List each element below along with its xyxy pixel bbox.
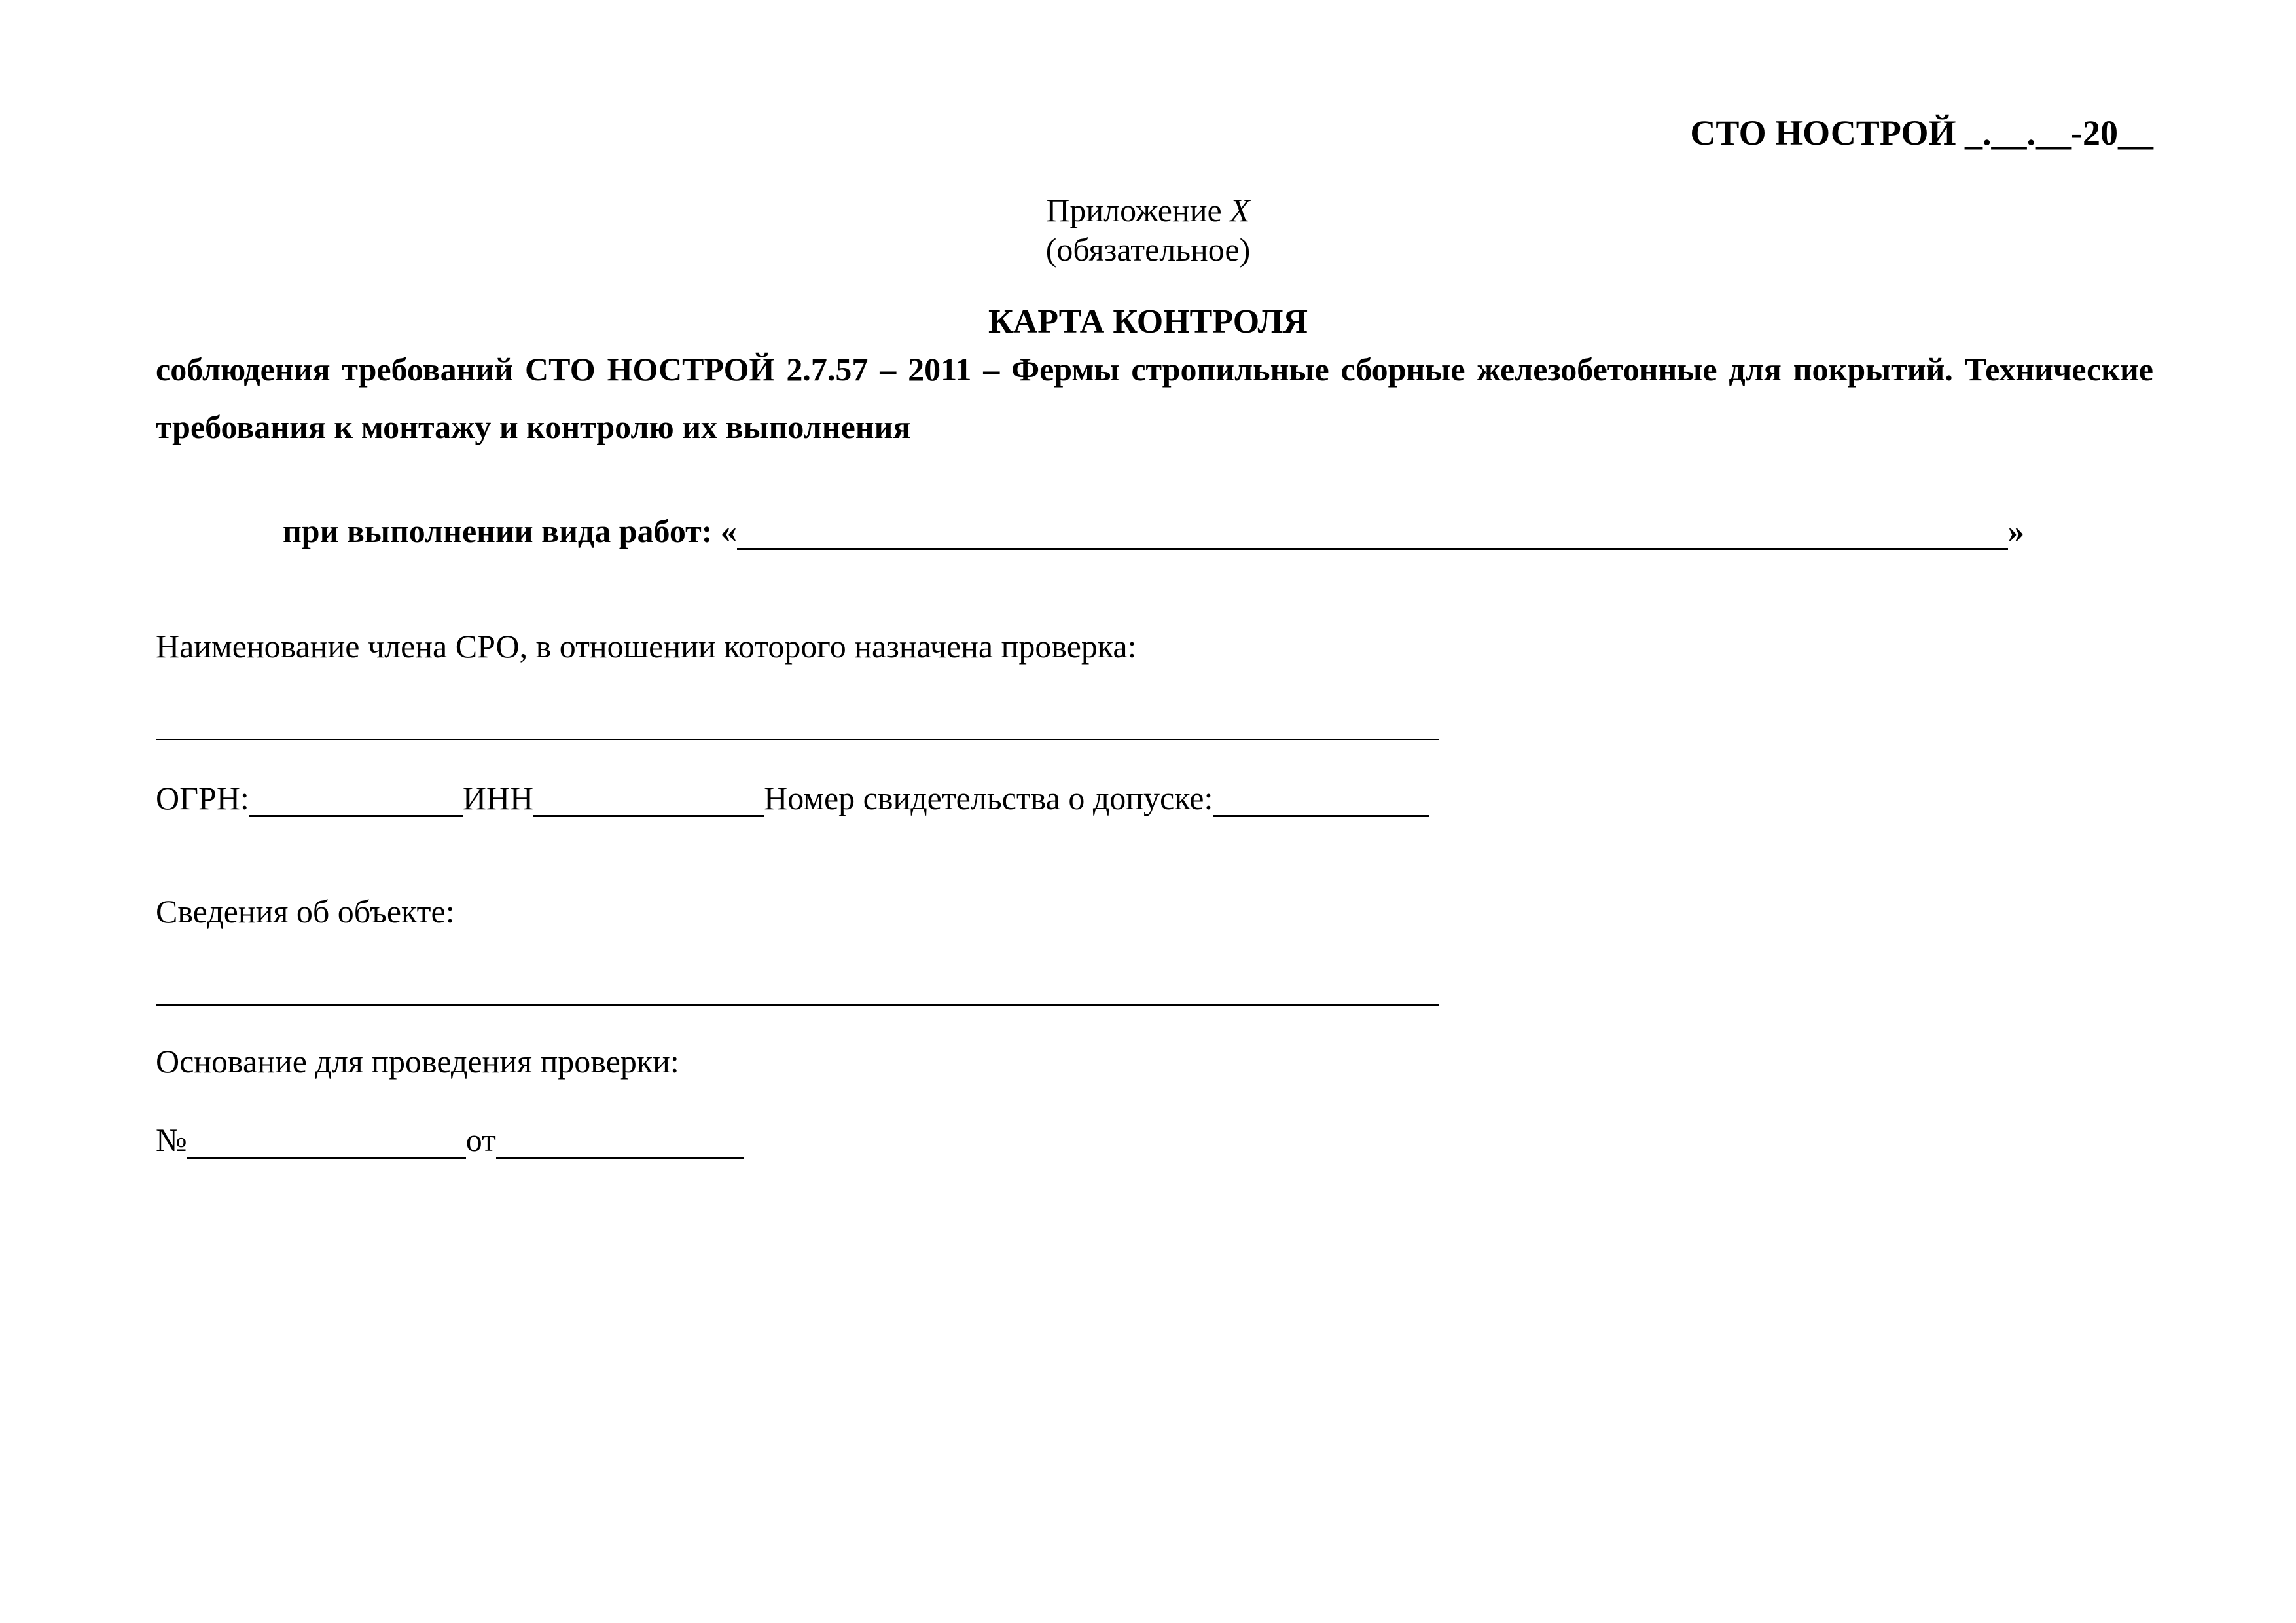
control-map-title: КАРТА КОНТРОЛЯ (988, 303, 1308, 340)
cert-label: Номер свидетельства о допуске: (764, 780, 1213, 816)
object-label: Сведения об объекте: (156, 893, 455, 930)
document-code: СТО НОСТРОЙ _.__.__-20__ (1690, 113, 2153, 153)
date-label: от (465, 1122, 496, 1158)
cert-blank[interactable] (1213, 782, 1429, 817)
date-blank[interactable] (496, 1124, 744, 1159)
work-type-suffix: » (2007, 513, 2024, 549)
member-name-blank[interactable] (156, 739, 1439, 740)
work-type-prefix: при выполнении вида работ: « (283, 513, 737, 549)
appendix-heading (0, 191, 2296, 229)
number-blank[interactable] (187, 1124, 466, 1159)
inn-blank[interactable] (533, 782, 764, 817)
control-map-subtitle: соблюдения требований СТО НОСТРОЙ 2.7.57 – 2011 – Фермы стропильные сборные железобетонные для покрытий. Технические требования к монтажу и контролю их выполнения (156, 351, 2153, 445)
work-type-blank[interactable] (737, 515, 2008, 550)
appendix-letter: X (1230, 192, 1250, 228)
work-type-line (283, 512, 2024, 550)
basis-line (156, 1121, 744, 1159)
number-label: № (156, 1122, 187, 1158)
ogrn-blank[interactable] (249, 782, 463, 817)
object-info-blank[interactable] (156, 1004, 1439, 1006)
appendix-label: Приложение (1046, 192, 1230, 228)
member-label: Наименование члена СРО, в отношении которого назначена проверка: (156, 628, 1137, 665)
basis-label: Основание для проведения проверки: (156, 1043, 679, 1080)
identifiers-line (156, 779, 1429, 817)
ogrn-label: ОГРН: (156, 780, 249, 816)
inn-label: ИНН (462, 780, 534, 816)
appendix-status: (обязательное) (1045, 231, 1251, 268)
